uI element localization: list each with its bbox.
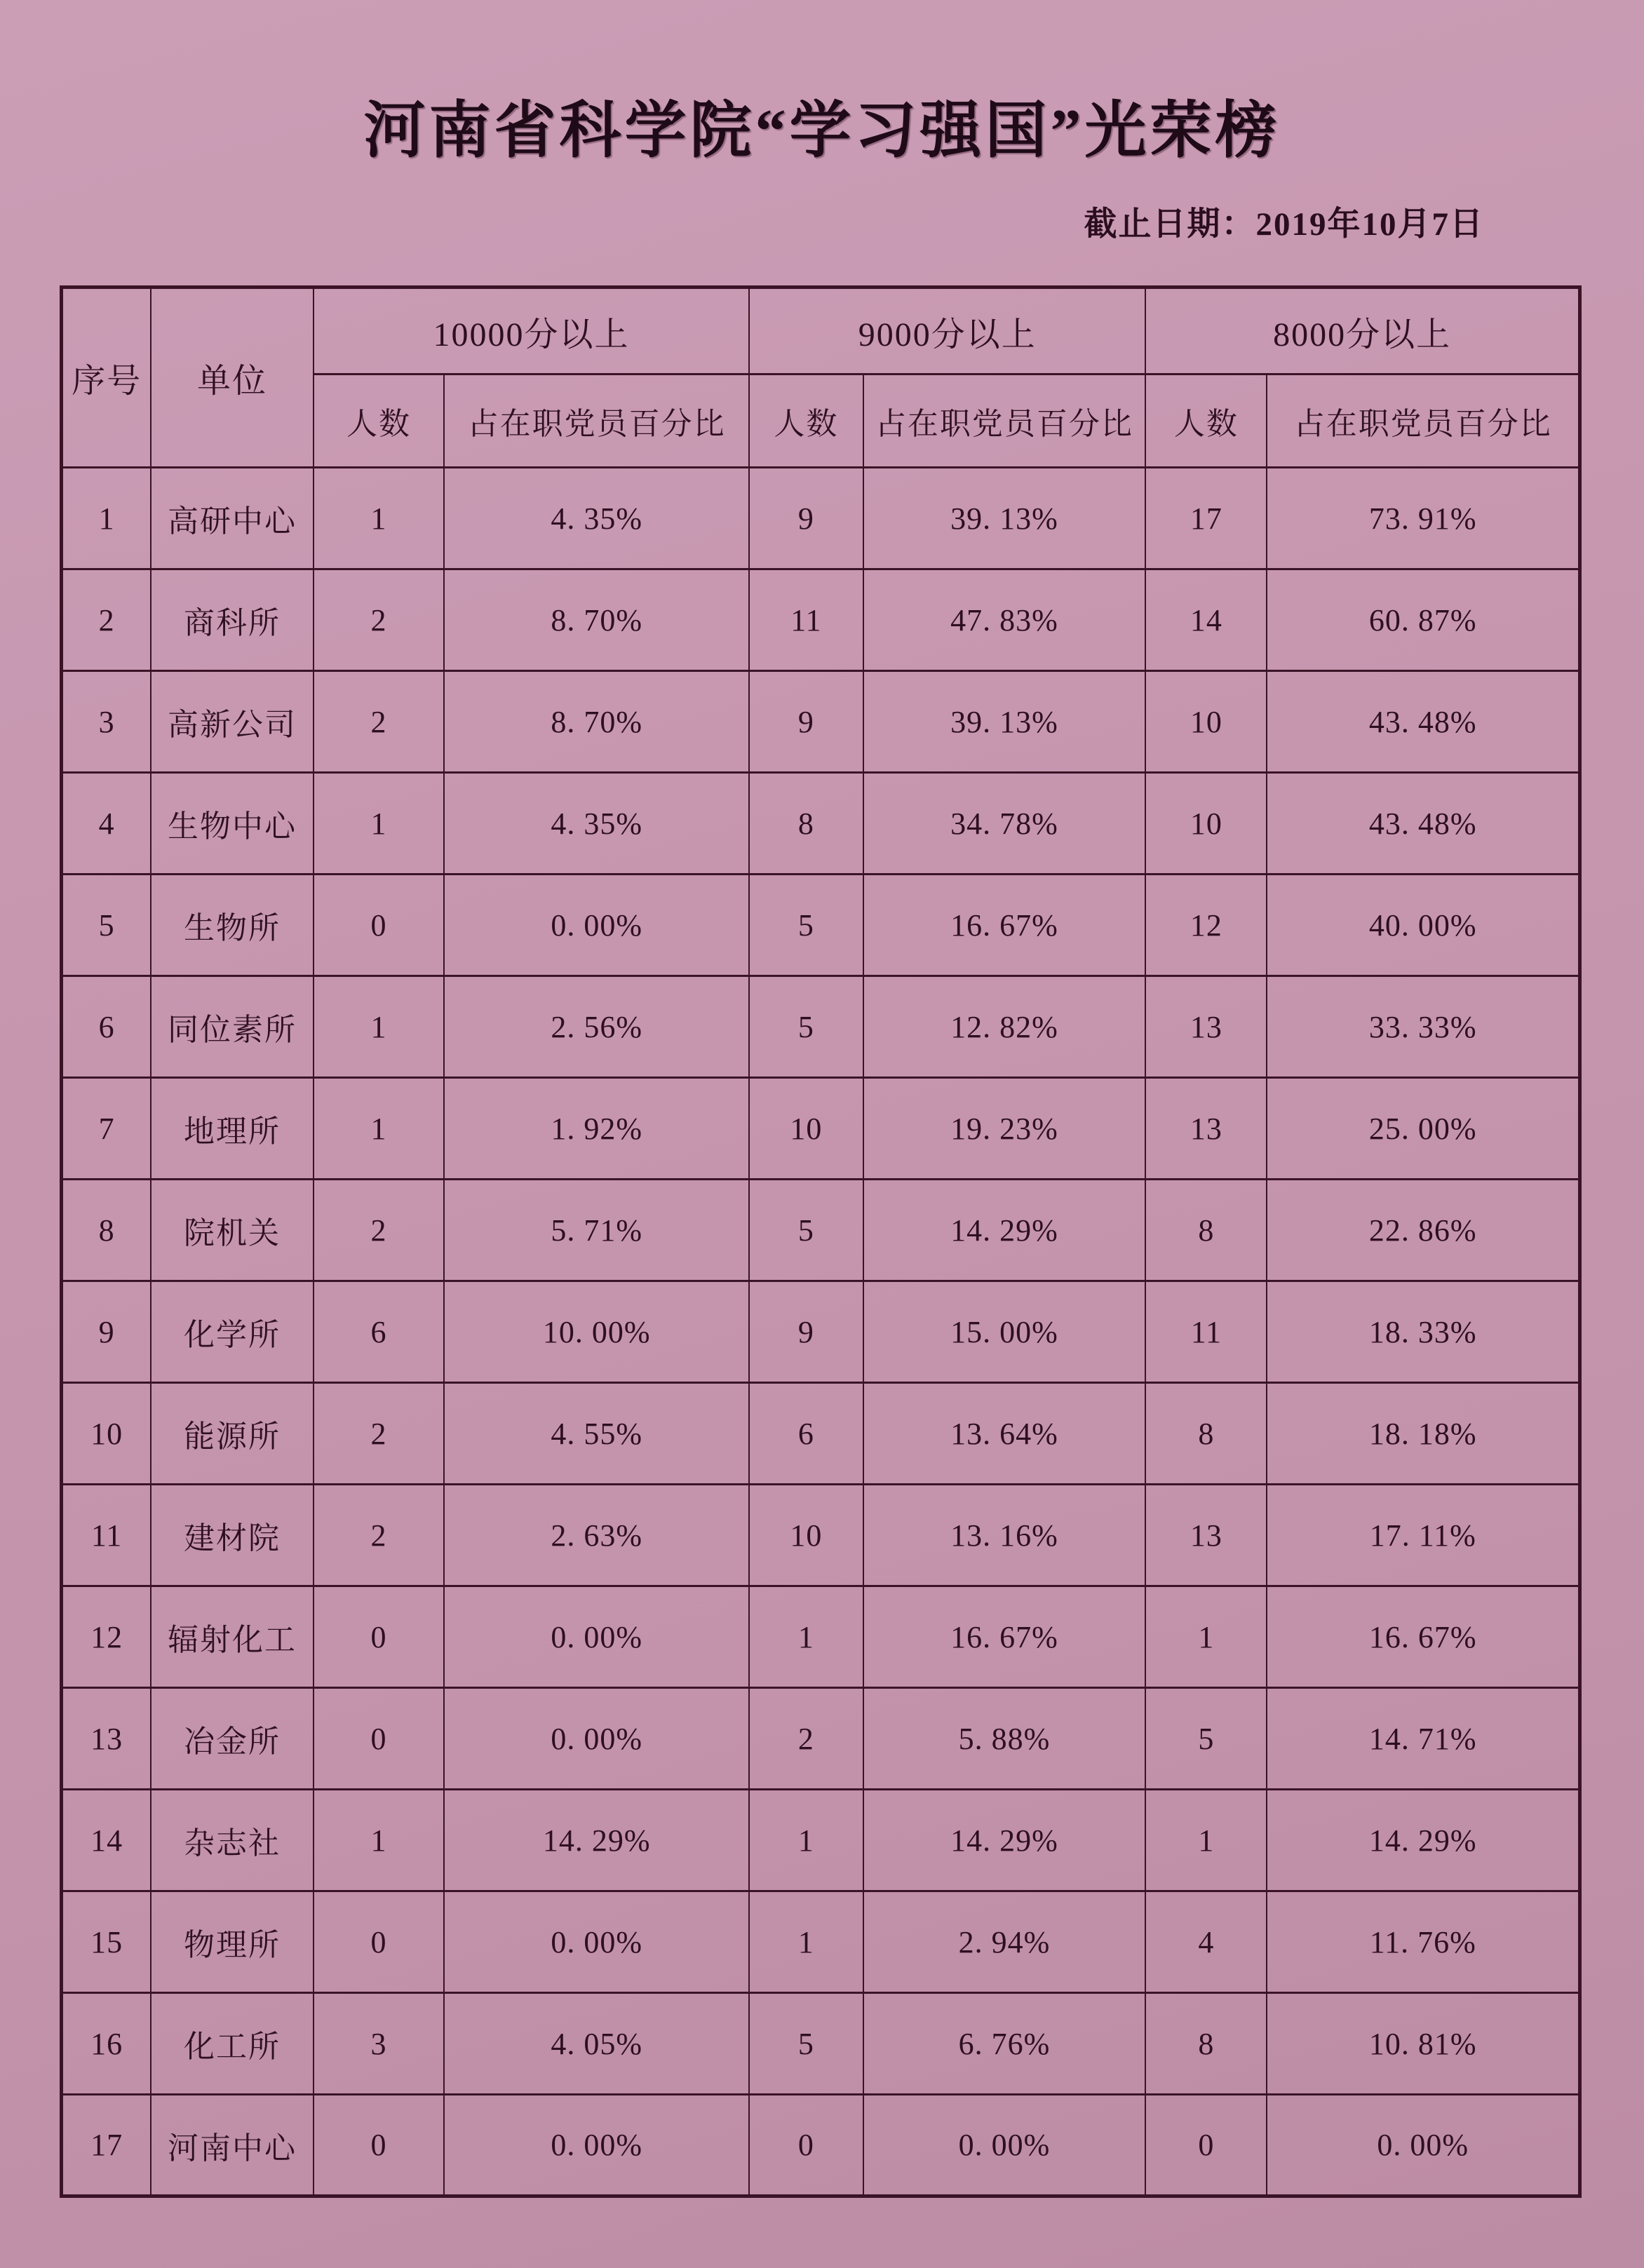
cell-count-10000: 1 — [314, 1078, 444, 1180]
cell-count-9000: 10 — [749, 1078, 863, 1180]
cell-count-9000: 9 — [749, 1281, 863, 1383]
cell-count-9000: 5 — [749, 1180, 863, 1281]
cell-percent-10000: 4. 55% — [444, 1383, 749, 1485]
table-row — [62, 1790, 1580, 1891]
cell-count-10000: 0 — [314, 2095, 444, 2196]
cell-percent-8000: 14. 71% — [1267, 1688, 1579, 1790]
cell-percent-8000: 18. 18% — [1267, 1383, 1579, 1485]
cell-count-9000: 5 — [749, 1993, 863, 2095]
cell-no: 8 — [62, 1180, 151, 1281]
cell-percent-10000: 5. 71% — [444, 1180, 749, 1281]
cell-unit: 生物所 — [151, 875, 314, 976]
cell-no: 4 — [62, 773, 151, 875]
cell-count-8000: 17 — [1145, 468, 1267, 569]
table-row — [62, 1688, 1580, 1790]
cell-unit: 同位素所 — [151, 976, 314, 1078]
cell-percent-10000: 0. 00% — [444, 1586, 749, 1688]
cell-count-10000: 2 — [314, 1485, 444, 1586]
score-table — [60, 285, 1582, 2198]
cell-percent-9000: 15. 00% — [863, 1281, 1146, 1383]
cell-count-10000: 1 — [314, 468, 444, 569]
cell-percent-8000: 33. 33% — [1267, 976, 1579, 1078]
table-row — [62, 875, 1580, 976]
cell-no: 7 — [62, 1078, 151, 1180]
cell-percent-10000: 0. 00% — [444, 875, 749, 976]
cell-count-8000: 5 — [1145, 1688, 1267, 1790]
cell-count-9000: 10 — [749, 1485, 863, 1586]
cell-count-8000: 10 — [1145, 671, 1267, 773]
cell-unit: 能源所 — [151, 1383, 314, 1485]
cell-percent-10000: 10. 00% — [444, 1281, 749, 1383]
cell-no: 2 — [62, 569, 151, 671]
header-group-10000: 10000分以上 — [314, 288, 749, 374]
cell-count-10000: 2 — [314, 1180, 444, 1281]
cell-count-9000: 5 — [749, 875, 863, 976]
cell-percent-9000: 14. 29% — [863, 1790, 1146, 1891]
cell-count-8000: 13 — [1145, 1078, 1267, 1180]
page-title: 河南省科学院“学习强国”光荣榜 — [363, 97, 1281, 166]
cutoff-date-label: 截止日期：2019年10月7日 — [1084, 206, 1484, 243]
cell-unit: 河南中心 — [151, 2095, 314, 2196]
cell-percent-8000: 60. 87% — [1267, 569, 1579, 671]
cell-percent-9000: 14. 29% — [863, 1180, 1146, 1281]
cell-unit: 辐射化工 — [151, 1586, 314, 1688]
cell-percent-9000: 39. 13% — [863, 468, 1146, 569]
cell-count-10000: 0 — [314, 1586, 444, 1688]
cell-count-10000: 2 — [314, 1383, 444, 1485]
header-count-9000: 人数 — [749, 374, 863, 468]
cell-unit: 商科所 — [151, 569, 314, 671]
cell-count-9000: 5 — [749, 976, 863, 1078]
cell-percent-10000: 4. 05% — [444, 1993, 749, 2095]
cell-percent-10000: 14. 29% — [444, 1790, 749, 1891]
cell-count-9000: 2 — [749, 1688, 863, 1790]
cell-count-8000: 8 — [1145, 1993, 1267, 2095]
table-row — [62, 1485, 1580, 1586]
cell-count-9000: 1 — [749, 1586, 863, 1688]
table-row — [62, 1586, 1580, 1688]
cell-count-8000: 14 — [1145, 569, 1267, 671]
table-row — [62, 671, 1580, 773]
cell-percent-9000: 16. 67% — [863, 875, 1146, 976]
cell-count-9000: 0 — [749, 2095, 863, 2196]
cell-count-8000: 8 — [1145, 1383, 1267, 1485]
table-row — [62, 1180, 1580, 1281]
cell-count-9000: 9 — [749, 671, 863, 773]
header-percent-9000: 占在职党员百分比 — [863, 374, 1146, 468]
cell-no: 15 — [62, 1891, 151, 1993]
cell-no: 16 — [62, 1993, 151, 2095]
cell-count-10000: 2 — [314, 569, 444, 671]
cell-count-9000: 9 — [749, 468, 863, 569]
cell-percent-8000: 22. 86% — [1267, 1180, 1579, 1281]
cell-unit: 院机关 — [151, 1180, 314, 1281]
table-row — [62, 1993, 1580, 2095]
cell-no: 12 — [62, 1586, 151, 1688]
table-row — [62, 569, 1580, 671]
cell-unit: 杂志社 — [151, 1790, 314, 1891]
cell-count-9000: 6 — [749, 1383, 863, 1485]
cell-count-8000: 11 — [1145, 1281, 1267, 1383]
cell-no: 3 — [62, 671, 151, 773]
cell-unit: 高研中心 — [151, 468, 314, 569]
cell-percent-9000: 34. 78% — [863, 773, 1146, 875]
cell-percent-10000: 2. 63% — [444, 1485, 749, 1586]
cell-percent-9000: 39. 13% — [863, 671, 1146, 773]
cell-no: 10 — [62, 1383, 151, 1485]
cell-percent-9000: 16. 67% — [863, 1586, 1146, 1688]
cell-percent-8000: 11. 76% — [1267, 1891, 1579, 1993]
cell-percent-9000: 12. 82% — [863, 976, 1146, 1078]
header-percent-8000: 占在职党员百分比 — [1267, 374, 1579, 468]
cell-percent-10000: 4. 35% — [444, 773, 749, 875]
table-body — [62, 468, 1580, 2196]
cell-count-9000: 1 — [749, 1891, 863, 1993]
cell-count-8000: 4 — [1145, 1891, 1267, 1993]
cell-percent-9000: 5. 88% — [863, 1688, 1146, 1790]
cell-percent-8000: 14. 29% — [1267, 1790, 1579, 1891]
cell-no: 9 — [62, 1281, 151, 1383]
cell-no: 17 — [62, 2095, 151, 2196]
table-row — [62, 1281, 1580, 1383]
cell-count-8000: 10 — [1145, 773, 1267, 875]
cell-count-10000: 1 — [314, 1790, 444, 1891]
header-group-9000: 9000分以上 — [749, 288, 1145, 374]
cell-percent-9000: 2. 94% — [863, 1891, 1146, 1993]
cell-percent-8000: 40. 00% — [1267, 875, 1579, 976]
header-group-row — [62, 288, 1580, 374]
cell-no: 5 — [62, 875, 151, 976]
cell-percent-8000: 18. 33% — [1267, 1281, 1579, 1383]
table-row — [62, 1383, 1580, 1485]
cell-unit: 化学所 — [151, 1281, 314, 1383]
cell-percent-8000: 43. 48% — [1267, 671, 1579, 773]
cell-percent-10000: 0. 00% — [444, 1891, 749, 1993]
cell-percent-9000: 6. 76% — [863, 1993, 1146, 2095]
cell-percent-9000: 13. 16% — [863, 1485, 1146, 1586]
cell-count-10000: 1 — [314, 773, 444, 875]
cell-percent-9000: 19. 23% — [863, 1078, 1146, 1180]
cell-no: 1 — [62, 468, 151, 569]
cell-percent-8000: 73. 91% — [1267, 468, 1579, 569]
header-index: 序号 — [62, 288, 151, 468]
cell-percent-8000: 10. 81% — [1267, 1993, 1579, 2095]
cell-count-10000: 6 — [314, 1281, 444, 1383]
cell-percent-10000: 4. 35% — [444, 468, 749, 569]
cell-count-10000: 3 — [314, 1993, 444, 2095]
cell-percent-10000: 0. 00% — [444, 2095, 749, 2196]
cell-percent-10000: 1. 92% — [444, 1078, 749, 1180]
cell-no: 6 — [62, 976, 151, 1078]
cell-percent-9000: 47. 83% — [863, 569, 1146, 671]
cell-percent-8000: 0. 00% — [1267, 2095, 1579, 2196]
cell-unit: 地理所 — [151, 1078, 314, 1180]
header-unit: 单位 — [151, 288, 314, 468]
table-row — [62, 468, 1580, 569]
cell-no: 14 — [62, 1790, 151, 1891]
cell-percent-10000: 2. 56% — [444, 976, 749, 1078]
cell-unit: 物理所 — [151, 1891, 314, 1993]
cell-count-8000: 12 — [1145, 875, 1267, 976]
cell-percent-8000: 17. 11% — [1267, 1485, 1579, 1586]
cell-percent-9000: 0. 00% — [863, 2095, 1146, 2196]
header-count-10000: 人数 — [314, 374, 444, 468]
cell-percent-10000: 8. 70% — [444, 671, 749, 773]
cell-count-8000: 13 — [1145, 1485, 1267, 1586]
cell-percent-9000: 13. 64% — [863, 1383, 1146, 1485]
cell-percent-10000: 8. 70% — [444, 569, 749, 671]
table-row — [62, 773, 1580, 875]
cell-percent-10000: 0. 00% — [444, 1688, 749, 1790]
cell-unit: 建材院 — [151, 1485, 314, 1586]
cell-unit: 冶金所 — [151, 1688, 314, 1790]
table-row — [62, 976, 1580, 1078]
cell-unit: 生物中心 — [151, 773, 314, 875]
table-header — [62, 288, 1580, 468]
cell-percent-8000: 16. 67% — [1267, 1586, 1579, 1688]
cell-count-10000: 0 — [314, 875, 444, 976]
cell-no: 11 — [62, 1485, 151, 1586]
cell-no: 13 — [62, 1688, 151, 1790]
table-row — [62, 1891, 1580, 1993]
cell-count-9000: 8 — [749, 773, 863, 875]
cell-count-8000: 0 — [1145, 2095, 1267, 2196]
cell-count-9000: 11 — [749, 569, 863, 671]
cell-count-10000: 0 — [314, 1891, 444, 1993]
cell-count-8000: 1 — [1145, 1790, 1267, 1891]
table-row — [62, 1078, 1580, 1180]
cell-count-10000: 1 — [314, 976, 444, 1078]
header-count-8000: 人数 — [1145, 374, 1267, 468]
cell-count-8000: 1 — [1145, 1586, 1267, 1688]
cell-count-8000: 13 — [1145, 976, 1267, 1078]
cell-percent-8000: 43. 48% — [1267, 773, 1579, 875]
cell-unit: 高新公司 — [151, 671, 314, 773]
cell-count-8000: 8 — [1145, 1180, 1267, 1281]
header-percent-10000: 占在职党员百分比 — [444, 374, 749, 468]
cell-percent-8000: 25. 00% — [1267, 1078, 1579, 1180]
cell-count-10000: 0 — [314, 1688, 444, 1790]
header-group-8000: 8000分以上 — [1145, 288, 1579, 374]
cell-unit: 化工所 — [151, 1993, 314, 2095]
table-row — [62, 2095, 1580, 2196]
cell-count-9000: 1 — [749, 1790, 863, 1891]
cell-count-10000: 2 — [314, 671, 444, 773]
